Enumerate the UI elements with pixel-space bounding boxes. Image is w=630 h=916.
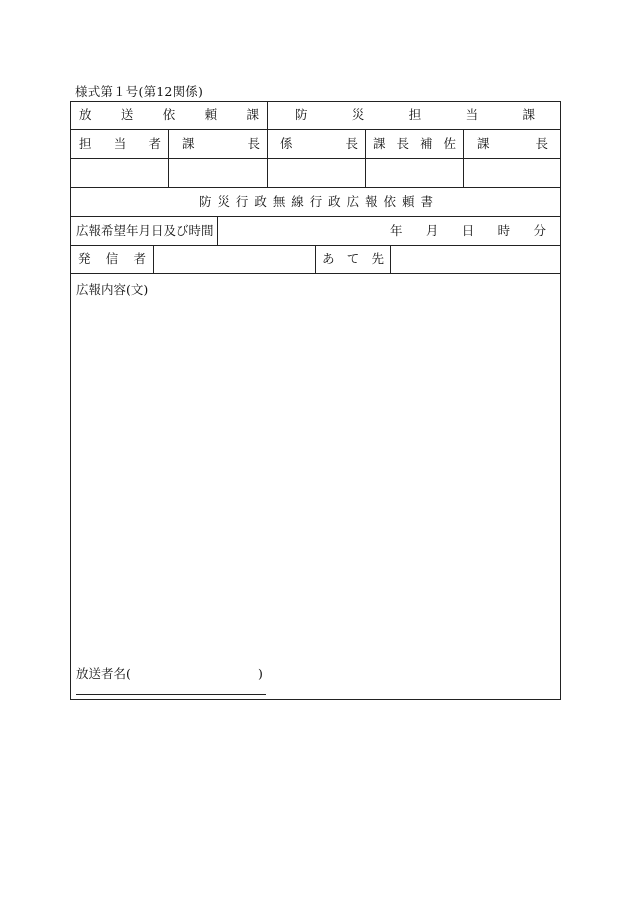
section-chief-header-2: 課 長 [477, 136, 548, 151]
desired-datetime-label: 広報希望年月日及び時間 [76, 223, 214, 238]
disaster-dept-header: 防 災 担 当 課 [295, 107, 535, 122]
announcer-name-field[interactable] [130, 664, 254, 686]
assistant-chief-header: 課 長 補 佐 [373, 136, 456, 151]
sub-chief-header: 係 長 [280, 136, 358, 151]
stamp-box-section-chief-2[interactable] [464, 159, 560, 187]
minute-unit: 分 [533, 223, 546, 238]
section-chief-header: 課 長 [182, 136, 260, 151]
stamp-box-section-chief[interactable] [169, 159, 266, 187]
desired-datetime-field[interactable] [390, 223, 546, 239]
column-divider [315, 245, 316, 273]
form-title: 防 災 行 政 無 線 行 政 広 報 依 頼 書 [199, 194, 433, 209]
broadcast-request-dept-header: 放 送 依 頼 課 [79, 107, 259, 122]
column-divider [217, 216, 218, 245]
recipient-field[interactable] [391, 246, 560, 272]
sender-field[interactable] [154, 246, 314, 272]
announcer-name-label: 放送者名( [76, 666, 131, 681]
hour-unit: 時 [497, 223, 511, 238]
person-in-charge-header: 担 当 者 [79, 136, 161, 151]
year-unit: 年 [390, 223, 403, 238]
day-unit: 日 [461, 223, 475, 238]
row-divider [70, 187, 561, 188]
broadcast-content-area[interactable] [71, 300, 560, 655]
stamp-box-person-in-charge[interactable] [71, 159, 167, 187]
month-unit: 月 [425, 223, 439, 238]
recipient-label: あ て 先 [322, 251, 384, 266]
stamp-box-sub-chief[interactable] [268, 159, 364, 187]
announcer-name-close: ) [258, 666, 263, 681]
form-number-caption: 様式第１号(第12関係) [75, 84, 204, 99]
row-divider [70, 273, 561, 274]
row-divider [70, 129, 561, 130]
row-divider [70, 216, 561, 217]
stamp-box-assistant-chief[interactable] [366, 159, 462, 187]
announcer-name-underline [76, 694, 266, 695]
broadcast-content-label: 広報内容(文) [76, 282, 149, 297]
sender-label: 発 信 者 [78, 251, 146, 266]
